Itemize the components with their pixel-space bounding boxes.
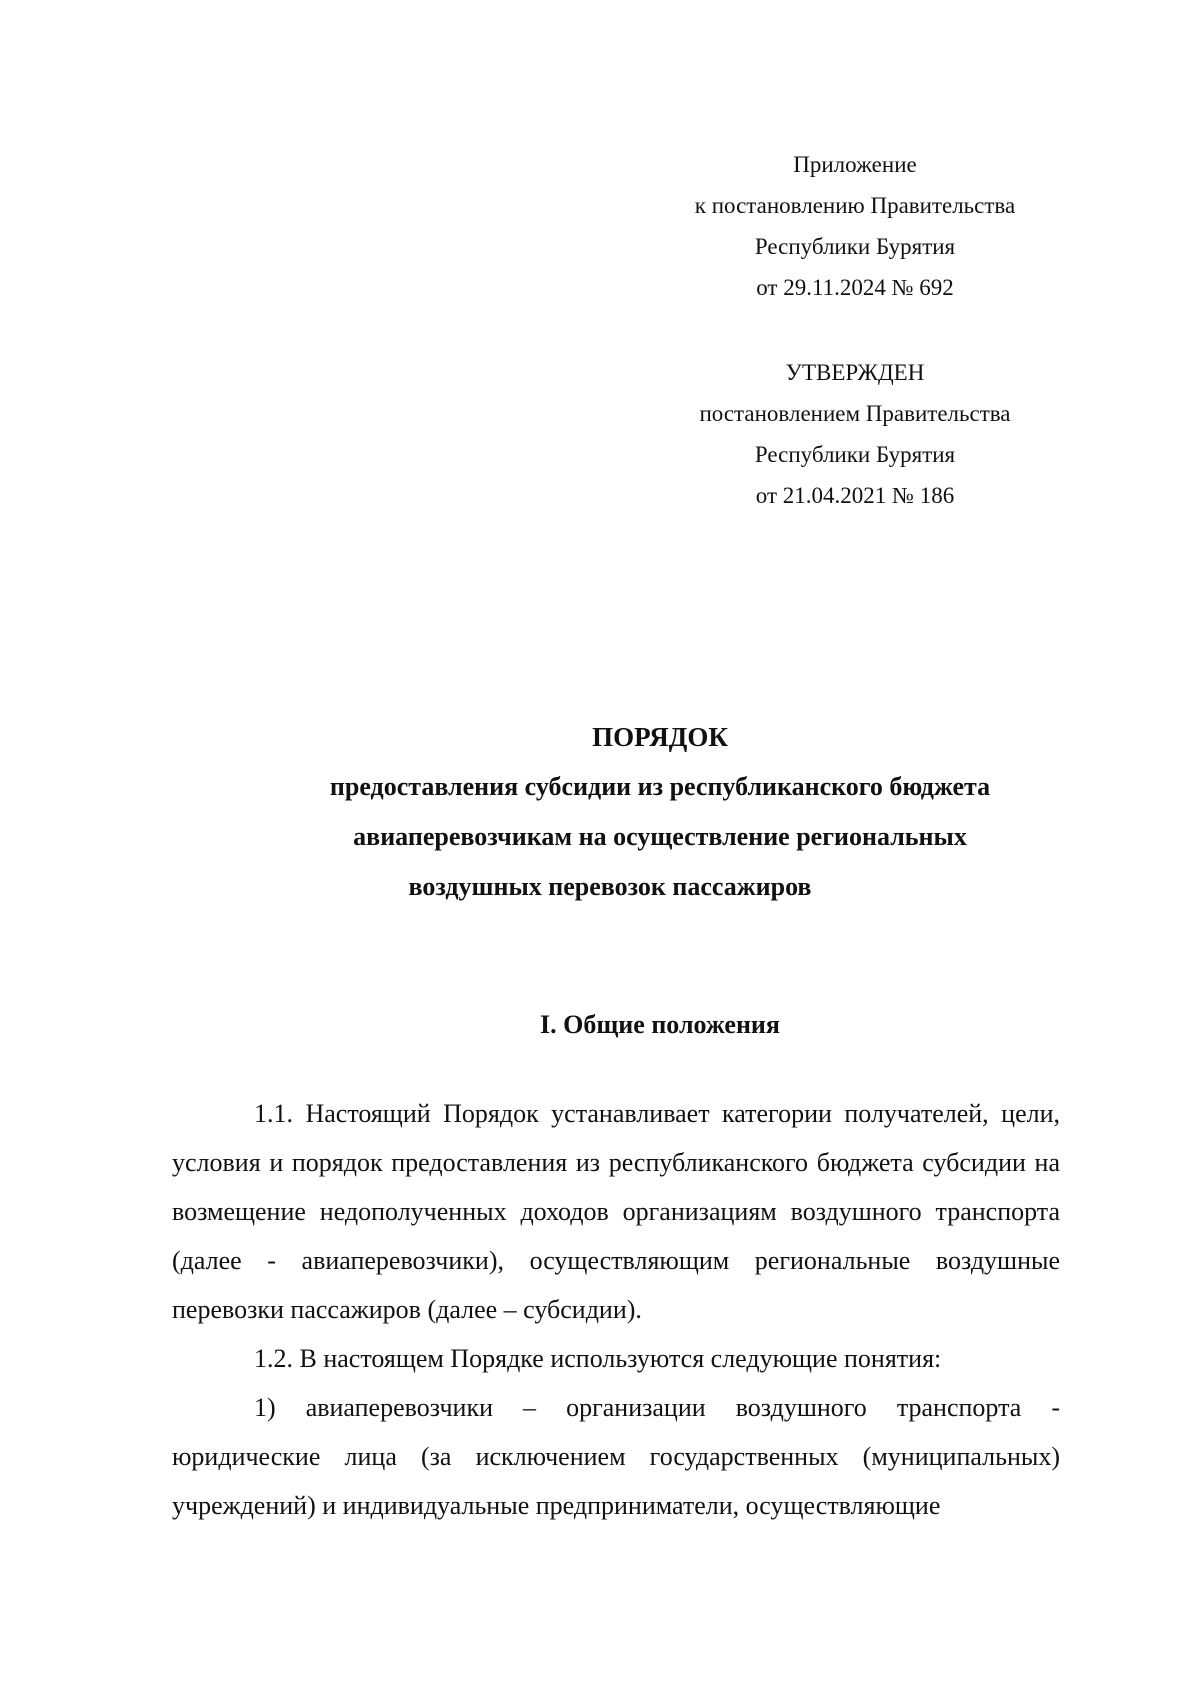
document-title: ПОРЯДОК [592,722,728,752]
document-subtitle-line: авиаперевозчикам на осуществление региональных [353,822,967,851]
document-subtitle-line: предоставления субсидии из республиканского бюджета [329,772,991,801]
annex-line: Республики Бурятия [754,234,956,259]
approval-line: УТВЕРЖДЕН [785,360,925,385]
paragraph: 1.1. Настоящий Порядок устанавливает категории получателей, цели, условия и порядок предоставления из республиканского бюджета субсидии на возмещение недополученных доходов организациям воздушного транспорта (далее - авиаперевозчики), осуществляющим региональные воздушные перевозки пассажиров (далее – субсидии). [172,1099,1060,1324]
annex-line: к постановлению Правительства [694,193,1016,218]
approval-line: Республики Бурятия [754,442,956,467]
paragraph: 1.2. В настоящем Порядке используются следующие понятия: [254,1344,942,1373]
document-body [172,1089,1060,1530]
approval-date-line: от 21.04.2021 № 186 [755,483,955,508]
document-title-block [270,712,1050,912]
approval-line: постановлением Правительства [699,401,1011,426]
section-heading: I. Общие положения [540,1010,780,1039]
annex-date-line: от 29.11.2024 № 692 [756,275,954,300]
document-subtitle-line: воздушных перевозок пассажиров [408,872,812,901]
annex-block [690,144,1020,308]
approval-block [690,352,1020,516]
paragraph: 1) авиаперевозчики – организации воздушного транспорта - юридические лица (за исключением государственных (муниципальных) учреждений) и индивидуальные предприниматели, осуществляющие [172,1393,1060,1520]
annex-line: Приложение [793,152,917,177]
